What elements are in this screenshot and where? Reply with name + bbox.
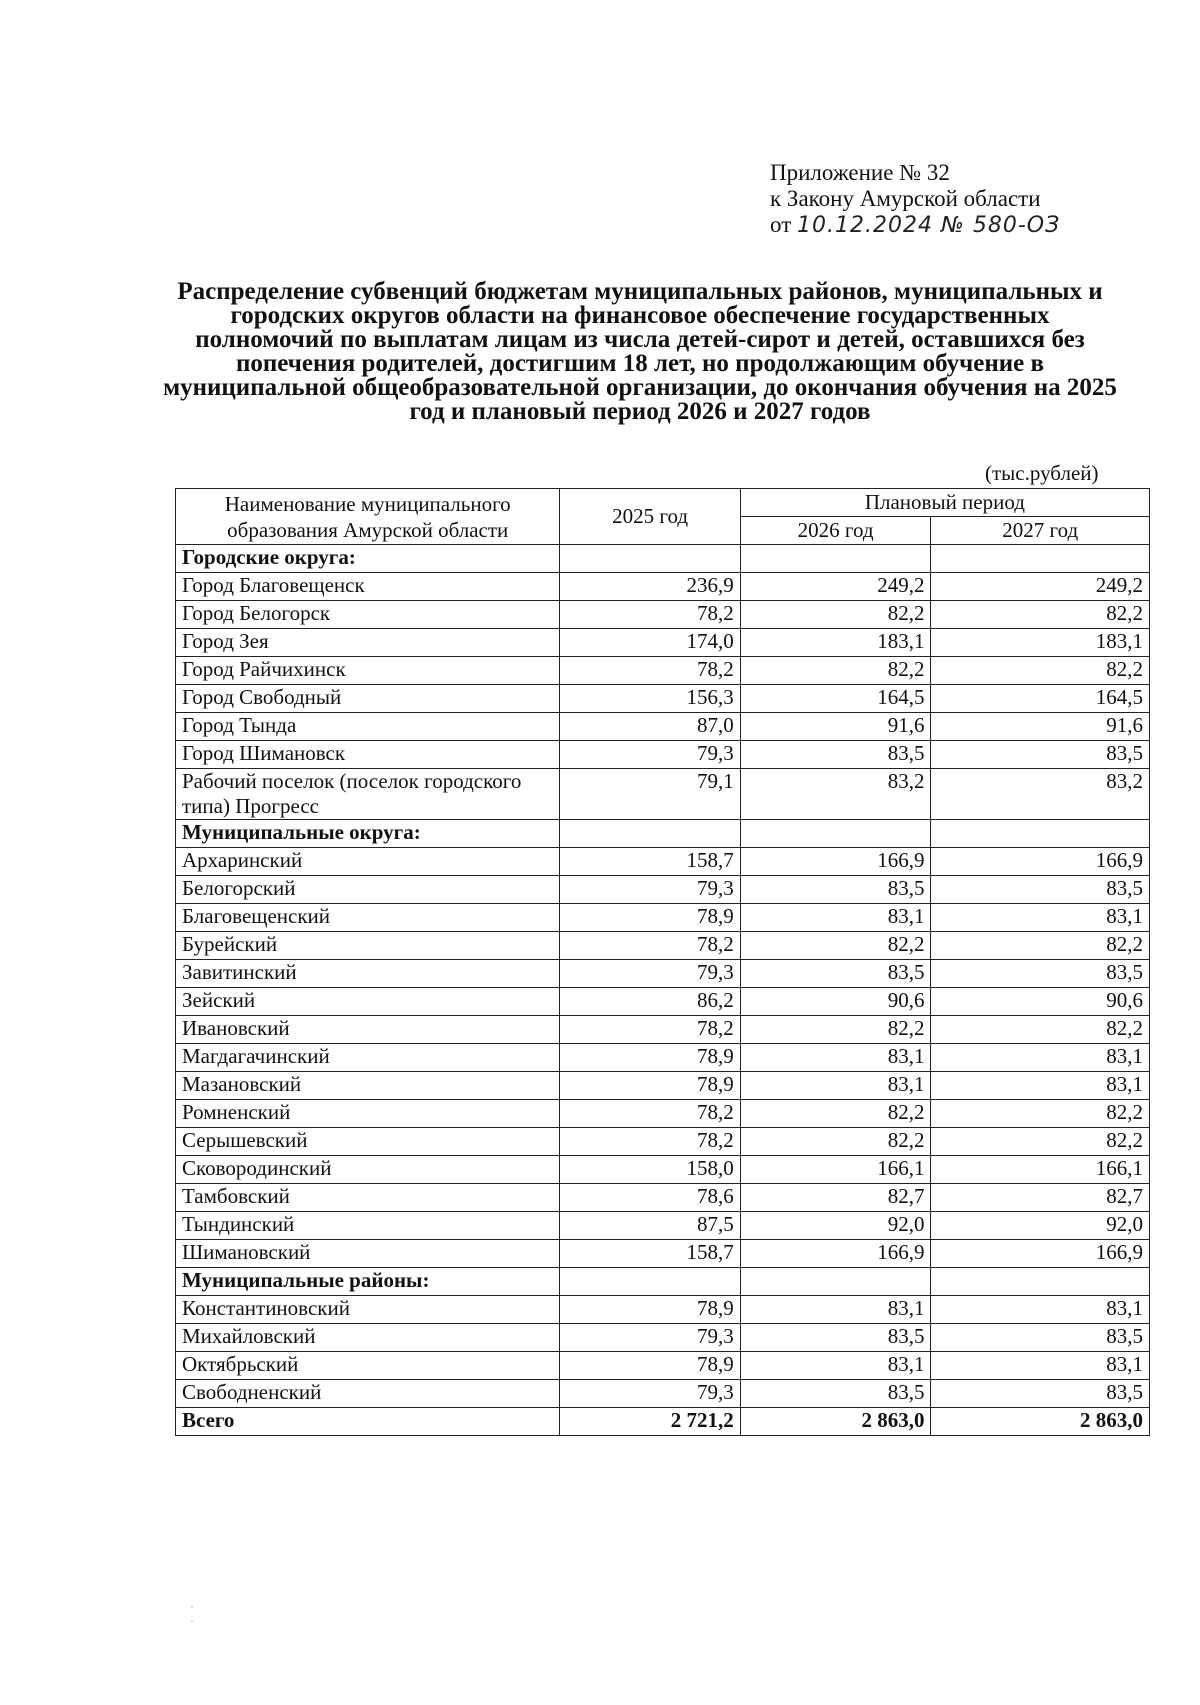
value-2026: 83,1 <box>740 1044 931 1072</box>
value-2025: 79,1 <box>560 769 740 820</box>
value-2025: 78,2 <box>560 657 740 685</box>
value-2026: 82,2 <box>740 1100 931 1128</box>
table-row <box>176 876 1150 904</box>
municipality-name: Благовещенский <box>176 904 560 932</box>
value-2027: 83,2 <box>931 769 1150 820</box>
section-title: Муниципальные округа: <box>176 820 560 848</box>
municipality-name: Тамбовский <box>176 1184 560 1212</box>
value-2025: 158,0 <box>560 1156 740 1184</box>
value-2027: 82,2 <box>931 657 1150 685</box>
value-2025: 79,3 <box>560 741 740 769</box>
value-2026: 83,5 <box>740 960 931 988</box>
value-2025: 236,9 <box>560 573 740 601</box>
value-2027: 82,2 <box>931 1016 1150 1044</box>
value-2025: 78,2 <box>560 1100 740 1128</box>
value-2025: 174,0 <box>560 629 740 657</box>
municipality-name: Бурейский <box>176 932 560 960</box>
municipality-name: Рабочий поселок (поселок городского типа) Прогресс <box>176 769 560 820</box>
value-2025: 79,3 <box>560 876 740 904</box>
value-2026: 90,6 <box>740 988 931 1016</box>
header-name: Наименование муниципального образования Амурской области <box>176 489 560 545</box>
municipality-name: Октябрьский <box>176 1352 560 1380</box>
table-row <box>176 1128 1150 1156</box>
value-2027: 83,5 <box>931 1324 1150 1352</box>
value-2027: 82,7 <box>931 1184 1150 1212</box>
table-row <box>176 657 1150 685</box>
table-row <box>176 769 1150 820</box>
total-label: Всего <box>176 1408 560 1436</box>
total-2026: 2 863,0 <box>740 1408 931 1436</box>
value-2026: 92,0 <box>740 1212 931 1240</box>
value-2027: 83,1 <box>931 1352 1150 1380</box>
value-2025: 78,9 <box>560 1352 740 1380</box>
value-2027: 82,2 <box>931 601 1150 629</box>
value-2025: 158,7 <box>560 1240 740 1268</box>
table-row <box>176 741 1150 769</box>
value-2026: 83,2 <box>740 769 931 820</box>
municipality-name: Город Райчихинск <box>176 657 560 685</box>
municipality-name: Ромненский <box>176 1100 560 1128</box>
table-row <box>176 1044 1150 1072</box>
table-row <box>176 713 1150 741</box>
value-2025: 79,3 <box>560 1324 740 1352</box>
table-row <box>176 932 1150 960</box>
total-2027: 2 863,0 <box>931 1408 1150 1436</box>
value-2027: 82,2 <box>931 932 1150 960</box>
table-row <box>176 904 1150 932</box>
value-2025: 79,3 <box>560 1380 740 1408</box>
table-row <box>176 573 1150 601</box>
table-row <box>176 1352 1150 1380</box>
total-2025: 2 721,2 <box>560 1408 740 1436</box>
value-2027: 83,1 <box>931 904 1150 932</box>
value-2026: 83,5 <box>740 1324 931 1352</box>
value-2026: 166,1 <box>740 1156 931 1184</box>
appendix-date-line <box>770 212 1060 239</box>
value-2026: 166,9 <box>740 848 931 876</box>
value-2026: 83,1 <box>740 1352 931 1380</box>
table-row <box>176 1184 1150 1212</box>
municipality-name: Мазановский <box>176 1072 560 1100</box>
table-body <box>176 545 1150 1436</box>
value-2025: 78,9 <box>560 1072 740 1100</box>
value-2026: 83,5 <box>740 741 931 769</box>
value-2025: 78,9 <box>560 904 740 932</box>
value-2025: 78,6 <box>560 1184 740 1212</box>
value-2027: 164,5 <box>931 685 1150 713</box>
municipality-name: Белогорский <box>176 876 560 904</box>
document-title: Распределение субвенций бюджетам муниципальных районов, муниципальных и городских округов области на финансовое обеспечение государственных полномочий по выплатам лицам из числа детей-сирот и детей, оставшихся без попечения родителей, достигшим 18 лет, но продолжающим обучение в муниципальной общеобразовательной организации, до окончания обучения на 2025 год и плановый период 2026 и 2027 годов <box>163 278 1117 425</box>
appendix-date-prefix: от <box>770 212 792 237</box>
table-row <box>176 1296 1150 1324</box>
section-row <box>176 545 1150 573</box>
value-2027: 83,1 <box>931 1072 1150 1100</box>
value-2026: 164,5 <box>740 685 931 713</box>
table-header-row <box>176 489 1150 517</box>
value-2025: 156,3 <box>560 685 740 713</box>
municipality-name: Константиновский <box>176 1296 560 1324</box>
table-row <box>176 1072 1150 1100</box>
header-2027: 2027 год <box>931 517 1150 545</box>
municipality-name: Город Зея <box>176 629 560 657</box>
value-2026: 83,5 <box>740 876 931 904</box>
value-2025: 78,9 <box>560 1296 740 1324</box>
value-2027: 91,6 <box>931 713 1150 741</box>
value-2026: 166,9 <box>740 1240 931 1268</box>
value-2027: 166,9 <box>931 848 1150 876</box>
section-row <box>176 820 1150 848</box>
appendix-law: к Закону Амурской области <box>770 186 1041 211</box>
section-empty-cell <box>931 1268 1150 1296</box>
municipality-name: Серышевский <box>176 1128 560 1156</box>
value-2025: 78,2 <box>560 1128 740 1156</box>
municipality-name: Шимановский <box>176 1240 560 1268</box>
value-2026: 91,6 <box>740 713 931 741</box>
subsidy-table <box>175 488 1150 1436</box>
table-row <box>176 1156 1150 1184</box>
value-2025: 78,2 <box>560 1016 740 1044</box>
value-2027: 166,1 <box>931 1156 1150 1184</box>
value-2027: 82,2 <box>931 1100 1150 1128</box>
value-2025: 78,2 <box>560 932 740 960</box>
municipality-name: Город Свободный <box>176 685 560 713</box>
municipality-name: Тындинский <box>176 1212 560 1240</box>
value-2027: 83,5 <box>931 741 1150 769</box>
value-2027: 83,5 <box>931 1380 1150 1408</box>
municipality-name: Город Шимановск <box>176 741 560 769</box>
value-2027: 83,5 <box>931 876 1150 904</box>
section-empty-cell <box>740 545 931 573</box>
value-2026: 82,2 <box>740 601 931 629</box>
section-title: Городские округа: <box>176 545 560 573</box>
value-2026: 82,2 <box>740 657 931 685</box>
municipality-name: Свободненский <box>176 1380 560 1408</box>
section-empty-cell <box>560 545 740 573</box>
value-2026: 82,2 <box>740 1016 931 1044</box>
section-row <box>176 1268 1150 1296</box>
table-row <box>176 1380 1150 1408</box>
value-2025: 87,0 <box>560 713 740 741</box>
value-2026: 82,7 <box>740 1184 931 1212</box>
header-planned-period: Плановый период <box>740 489 1149 517</box>
value-2027: 83,1 <box>931 1044 1150 1072</box>
value-2027: 83,1 <box>931 1296 1150 1324</box>
appendix-number: Приложение № 32 <box>770 160 950 185</box>
appendix-reference <box>770 160 1060 239</box>
value-2026: 83,1 <box>740 1072 931 1100</box>
header-2026: 2026 год <box>740 517 931 545</box>
municipality-name: Город Благовещенск <box>176 573 560 601</box>
section-empty-cell <box>560 1268 740 1296</box>
value-2027: 82,2 <box>931 1128 1150 1156</box>
value-2026: 83,1 <box>740 1296 931 1324</box>
value-2025: 86,2 <box>560 988 740 1016</box>
value-2026: 183,1 <box>740 629 931 657</box>
section-empty-cell <box>931 820 1150 848</box>
table-row <box>176 1016 1150 1044</box>
table-row <box>176 988 1150 1016</box>
value-2026: 83,1 <box>740 904 931 932</box>
table-row <box>176 629 1150 657</box>
municipality-name: Ивановский <box>176 1016 560 1044</box>
value-2025: 78,9 <box>560 1044 740 1072</box>
municipality-name: Сковородинский <box>176 1156 560 1184</box>
table-row <box>176 685 1150 713</box>
section-title: Муниципальные районы: <box>176 1268 560 1296</box>
value-2025: 87,5 <box>560 1212 740 1240</box>
value-2026: 83,5 <box>740 1380 931 1408</box>
value-2026: 82,2 <box>740 1128 931 1156</box>
municipality-name: Завитинский <box>176 960 560 988</box>
municipality-name: Магдагачинский <box>176 1044 560 1072</box>
value-2026: 82,2 <box>740 932 931 960</box>
table-row <box>176 1212 1150 1240</box>
value-2027: 83,5 <box>931 960 1150 988</box>
section-empty-cell <box>931 545 1150 573</box>
municipality-name: Михайловский <box>176 1324 560 1352</box>
value-2025: 158,7 <box>560 848 740 876</box>
units-label: (тыс.рублей) <box>985 461 1099 485</box>
municipality-name: Архаринский <box>176 848 560 876</box>
value-2027: 92,0 <box>931 1212 1150 1240</box>
municipality-name: Город Тында <box>176 713 560 741</box>
section-empty-cell <box>560 820 740 848</box>
municipality-name: Город Белогорск <box>176 601 560 629</box>
section-empty-cell <box>740 1268 931 1296</box>
header-2025: 2025 год <box>560 489 740 545</box>
table-row <box>176 1100 1150 1128</box>
value-2027: 90,6 <box>931 988 1150 1016</box>
value-2027: 166,9 <box>931 1240 1150 1268</box>
scan-artifact: · · <box>190 1600 194 1628</box>
section-empty-cell <box>740 820 931 848</box>
table-row <box>176 848 1150 876</box>
table-row <box>176 1240 1150 1268</box>
table-row <box>176 960 1150 988</box>
table-row <box>176 1324 1150 1352</box>
value-2025: 79,3 <box>560 960 740 988</box>
value-2027: 249,2 <box>931 573 1150 601</box>
value-2025: 78,2 <box>560 601 740 629</box>
handwritten-date-number: 10.12.2024 № 580-ОЗ <box>797 213 1061 238</box>
total-row <box>176 1408 1150 1436</box>
table-row <box>176 601 1150 629</box>
municipality-name: Зейский <box>176 988 560 1016</box>
value-2027: 183,1 <box>931 629 1150 657</box>
value-2026: 249,2 <box>740 573 931 601</box>
